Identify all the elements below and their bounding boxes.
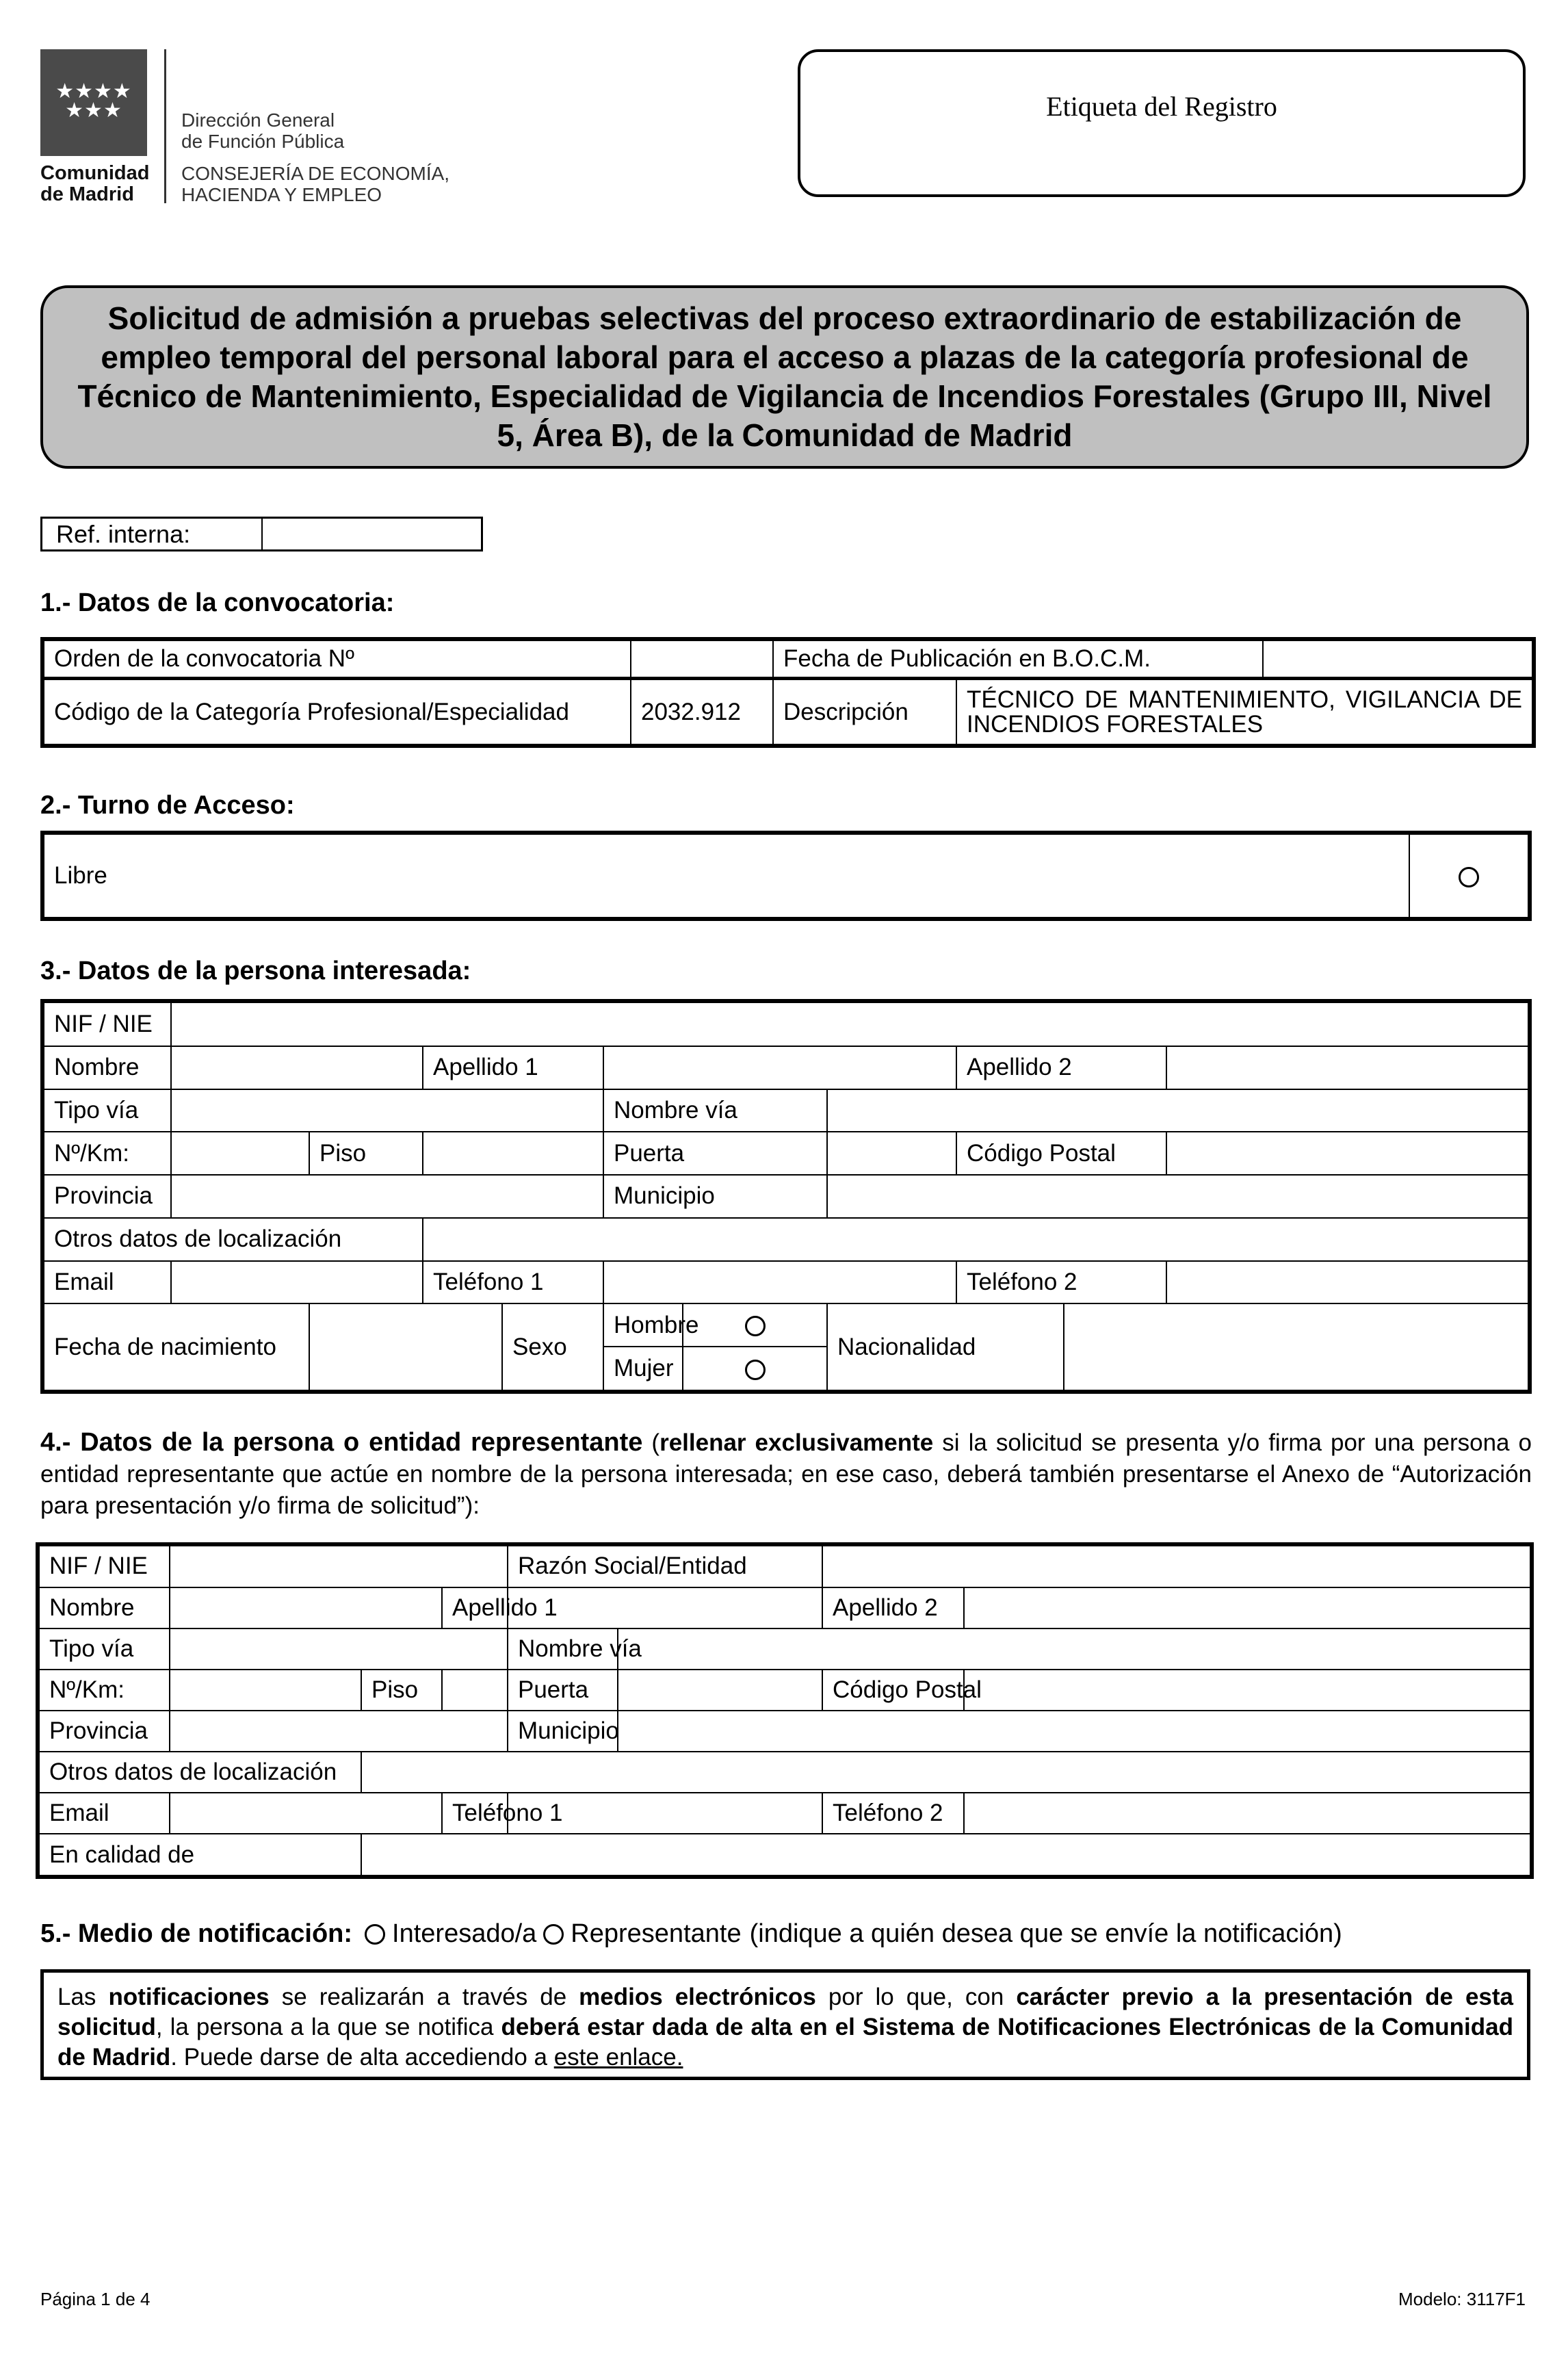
rep-otros-datos-label: Otros datos de localización bbox=[38, 1752, 361, 1793]
rep-provincia-field[interactable] bbox=[170, 1711, 508, 1752]
logo-name-line-1: Comunidad bbox=[40, 162, 150, 184]
rep-nombre-label: Nombre bbox=[38, 1587, 170, 1628]
rep-nombre-via-label: Nombre vía bbox=[508, 1628, 618, 1670]
rep-telefono1-label: Teléfono 1 bbox=[442, 1793, 508, 1834]
tipo-via-label: Tipo vía bbox=[42, 1089, 171, 1132]
apellido2-label: Apellido 2 bbox=[956, 1046, 1166, 1089]
rep-apellido2-field[interactable] bbox=[964, 1587, 1532, 1628]
notice-bold-1: notificaciones bbox=[108, 1984, 270, 2010]
apellido1-label: Apellido 1 bbox=[423, 1046, 603, 1089]
notice-bold-3: carácter previo a la presentación de esta solicitud bbox=[57, 1984, 1513, 2040]
rep-codigo-postal-label: Código Postal bbox=[822, 1670, 964, 1711]
nif-field[interactable] bbox=[171, 1001, 1530, 1046]
rep-nombre-via-field[interactable] bbox=[618, 1628, 1532, 1670]
nombre-label: Nombre bbox=[42, 1046, 171, 1089]
hombre-radio-cell[interactable] bbox=[683, 1303, 827, 1347]
fecha-nacimiento-field[interactable] bbox=[309, 1303, 502, 1392]
notice-text-2: se realizarán a través de bbox=[269, 1984, 579, 2010]
email-field[interactable] bbox=[171, 1261, 423, 1304]
rep-numero-field[interactable] bbox=[170, 1670, 361, 1711]
rep-tipo-via-label: Tipo vía bbox=[38, 1628, 170, 1670]
section-4-note: si la solicitud se presenta y/o firma por una persona o entidad representante que actúe en nombre de la persona interesada; en ese caso, deberá también presentarse el Anexo de “Autorización para presentación y/o firma de solicitud”): bbox=[40, 1429, 1532, 1519]
notice-bold-4: deberá estar dada de alta en el Sistema de Notificaciones Electrónicas de la Comunidad de Madrid bbox=[57, 2014, 1513, 2071]
turno-libre-radio[interactable] bbox=[1459, 867, 1479, 887]
notification-hint: (indique a quién desea que se envíe la notificación) bbox=[749, 1919, 1342, 1948]
model-number: Modelo: 3117F1 bbox=[1398, 2289, 1526, 2309]
turno-libre-label: Libre bbox=[42, 833, 1409, 919]
rep-tipo-via-field[interactable] bbox=[170, 1628, 508, 1670]
rep-municipio-label: Municipio bbox=[508, 1711, 618, 1752]
rep-nif-field[interactable] bbox=[170, 1544, 508, 1587]
rep-razon-social-field[interactable] bbox=[822, 1544, 1532, 1587]
department-name bbox=[181, 109, 344, 152]
codigo-categoria-value: 2032.912 bbox=[631, 679, 773, 746]
rep-numero-label: Nº/Km: bbox=[38, 1670, 170, 1711]
municipio-field[interactable] bbox=[827, 1175, 1530, 1218]
persona-interesada-table bbox=[40, 999, 1532, 1394]
numero-field[interactable] bbox=[171, 1132, 309, 1175]
representante-radio[interactable] bbox=[543, 1924, 564, 1945]
section-4-note-open: ( bbox=[642, 1429, 660, 1456]
seven-stars-icon bbox=[40, 79, 147, 122]
rep-telefono2-label: Teléfono 2 bbox=[822, 1793, 964, 1834]
form-title: Solicitud de admisión a pruebas selectivas del proceso extraordinario de estabilización de empleo temporal del personal laboral para el acceso a plazas de la categoría profesional de Técnico de Mantenimiento, Especialidad de Vigilancia de Incendios Forestales (Grupo III, Nivel 5, Área B), de la Comunidad de Madrid bbox=[77, 300, 1492, 453]
orden-field[interactable] bbox=[631, 639, 773, 679]
section-4-note-bold: rellenar exclusivamente bbox=[659, 1429, 934, 1456]
interesado-radio[interactable] bbox=[365, 1924, 385, 1945]
ministry-line-1: CONSEJERÍA DE ECONOMÍA, bbox=[181, 163, 450, 184]
fecha-publicacion-field[interactable] bbox=[1263, 639, 1534, 679]
email-label: Email bbox=[42, 1261, 171, 1304]
municipio-label: Municipio bbox=[603, 1175, 827, 1218]
rep-codigo-postal-field[interactable] bbox=[964, 1670, 1532, 1711]
rep-piso-field[interactable] bbox=[442, 1670, 508, 1711]
section-5-heading: 5.- Medio de notificación: bbox=[40, 1919, 353, 1948]
department-line-1: Dirección General bbox=[181, 109, 335, 131]
rep-puerta-label: Puerta bbox=[508, 1670, 618, 1711]
telefono1-field[interactable] bbox=[603, 1261, 956, 1304]
form-title-box bbox=[40, 285, 1529, 469]
section-3-heading: 3.- Datos de la persona interesada: bbox=[40, 957, 471, 985]
mujer-label: Mujer bbox=[603, 1347, 683, 1392]
rep-apellido2-label: Apellido 2 bbox=[822, 1587, 964, 1628]
department-line-2: de Función Pública bbox=[181, 131, 345, 152]
notice-text-3: por lo que, con bbox=[815, 1984, 1017, 2010]
piso-label: Piso bbox=[309, 1132, 423, 1175]
registry-label-box bbox=[798, 49, 1526, 197]
tipo-via-field[interactable] bbox=[171, 1089, 603, 1132]
ref-interna-label: Ref. interna: bbox=[42, 519, 263, 549]
logo-name-line-2: de Madrid bbox=[40, 183, 134, 205]
puerta-label: Puerta bbox=[603, 1132, 827, 1175]
rep-otros-datos-field[interactable] bbox=[361, 1752, 1532, 1793]
section-4-heading bbox=[40, 1427, 1532, 1522]
rep-apellido1-label: Apellido 1 bbox=[442, 1587, 508, 1628]
rep-razon-social-label: Razón Social/Entidad bbox=[508, 1544, 822, 1587]
notice-text-5: . Puede darse de alta accediendo a bbox=[170, 2044, 554, 2071]
puerta-field[interactable] bbox=[827, 1132, 956, 1175]
alta-link[interactable]: este enlace. bbox=[553, 2044, 683, 2071]
nombre-via-field[interactable] bbox=[827, 1089, 1530, 1132]
fecha-nacimiento-label: Fecha de nacimiento bbox=[42, 1303, 309, 1392]
otros-datos-label: Otros datos de localización bbox=[42, 1218, 423, 1261]
comunidad-madrid-logo bbox=[40, 49, 147, 156]
representante-option-label: Representante bbox=[571, 1919, 742, 1948]
notice-text-1: Las bbox=[57, 1984, 109, 2010]
rep-en-calidad-field[interactable] bbox=[361, 1834, 1532, 1877]
provincia-field[interactable] bbox=[171, 1175, 603, 1218]
sexo-label: Sexo bbox=[502, 1303, 603, 1392]
notification-notice bbox=[40, 1969, 1530, 2080]
rep-nif-label: NIF / NIE bbox=[38, 1544, 170, 1587]
nombre-field[interactable] bbox=[171, 1046, 423, 1089]
nombre-via-label: Nombre vía bbox=[603, 1089, 827, 1132]
registry-label: Etiqueta del Registro bbox=[1046, 90, 1277, 122]
mujer-radio-cell[interactable] bbox=[683, 1347, 827, 1392]
nif-label: NIF / NIE bbox=[42, 1001, 171, 1046]
codigo-postal-label: Código Postal bbox=[956, 1132, 1166, 1175]
telefono1-label: Teléfono 1 bbox=[423, 1261, 603, 1304]
apellido2-field[interactable] bbox=[1166, 1046, 1530, 1089]
descripcion-label: Descripción bbox=[773, 679, 956, 746]
logo-divider bbox=[164, 49, 166, 203]
codigo-categoria-label: Código de la Categoría Profesional/Especialidad bbox=[42, 679, 631, 746]
rep-nombre-field[interactable] bbox=[170, 1587, 442, 1628]
section-4-title: 4.- Datos de la persona o entidad representante bbox=[40, 1428, 643, 1457]
rep-municipio-field[interactable] bbox=[618, 1711, 1532, 1752]
descripcion-value: TÉCNICO DE MANTENIMIENTO, VIGILANCIA DE INCENDIOS FORESTALES bbox=[956, 679, 1534, 746]
telefono2-label: Teléfono 2 bbox=[956, 1261, 1166, 1304]
hombre-label: Hombre bbox=[603, 1303, 683, 1347]
ministry-line-2: HACIENDA Y EMPLEO bbox=[181, 184, 382, 205]
turno-libre-radio-cell[interactable] bbox=[1409, 833, 1530, 919]
ref-interna-field[interactable] bbox=[263, 519, 481, 549]
nacionalidad-label: Nacionalidad bbox=[827, 1303, 1064, 1392]
interesado-option-label: Interesado/a bbox=[392, 1919, 537, 1948]
nacionalidad-field[interactable] bbox=[1064, 1303, 1530, 1392]
piso-field[interactable] bbox=[423, 1132, 603, 1175]
notice-bold-2: medios electrónicos bbox=[579, 1984, 816, 2010]
stars-row-1: ★★★★ bbox=[55, 79, 132, 103]
section-2-heading: 2.- Turno de Acceso: bbox=[40, 791, 295, 820]
hombre-radio[interactable] bbox=[745, 1316, 766, 1336]
rep-puerta-field[interactable] bbox=[618, 1670, 822, 1711]
rep-telefono2-field[interactable] bbox=[964, 1793, 1532, 1834]
convocatoria-table bbox=[40, 637, 1536, 748]
turno-acceso-table bbox=[40, 831, 1532, 921]
provincia-label: Provincia bbox=[42, 1175, 171, 1218]
mujer-radio[interactable] bbox=[745, 1360, 766, 1380]
notice-text-4: , la persona a la que se notifica bbox=[155, 2014, 501, 2040]
orden-label: Orden de la convocatoria Nº bbox=[42, 639, 631, 679]
rep-en-calidad-label: En calidad de bbox=[38, 1834, 361, 1877]
apellido1-field[interactable] bbox=[603, 1046, 956, 1089]
stars-row-2: ★★★ bbox=[65, 99, 122, 122]
logo-name bbox=[40, 163, 150, 205]
rep-email-field[interactable] bbox=[170, 1793, 442, 1834]
section-1-heading: 1.- Datos de la convocatoria: bbox=[40, 588, 395, 617]
codigo-postal-field[interactable] bbox=[1166, 1132, 1530, 1175]
section-5-row bbox=[40, 1919, 1342, 1949]
representante-table bbox=[36, 1542, 1534, 1879]
rep-email-label: Email bbox=[38, 1793, 170, 1834]
ref-interna bbox=[40, 517, 483, 551]
rep-provincia-label: Provincia bbox=[38, 1711, 170, 1752]
otros-datos-field[interactable] bbox=[423, 1218, 1530, 1261]
telefono2-field[interactable] bbox=[1166, 1261, 1530, 1304]
ministry-name bbox=[181, 163, 449, 205]
numero-label: Nº/Km: bbox=[42, 1132, 171, 1175]
page-number: Página 1 de 4 bbox=[40, 2289, 151, 2309]
fecha-publicacion-label: Fecha de Publicación en B.O.C.M. bbox=[773, 639, 1263, 679]
rep-piso-label: Piso bbox=[361, 1670, 442, 1711]
